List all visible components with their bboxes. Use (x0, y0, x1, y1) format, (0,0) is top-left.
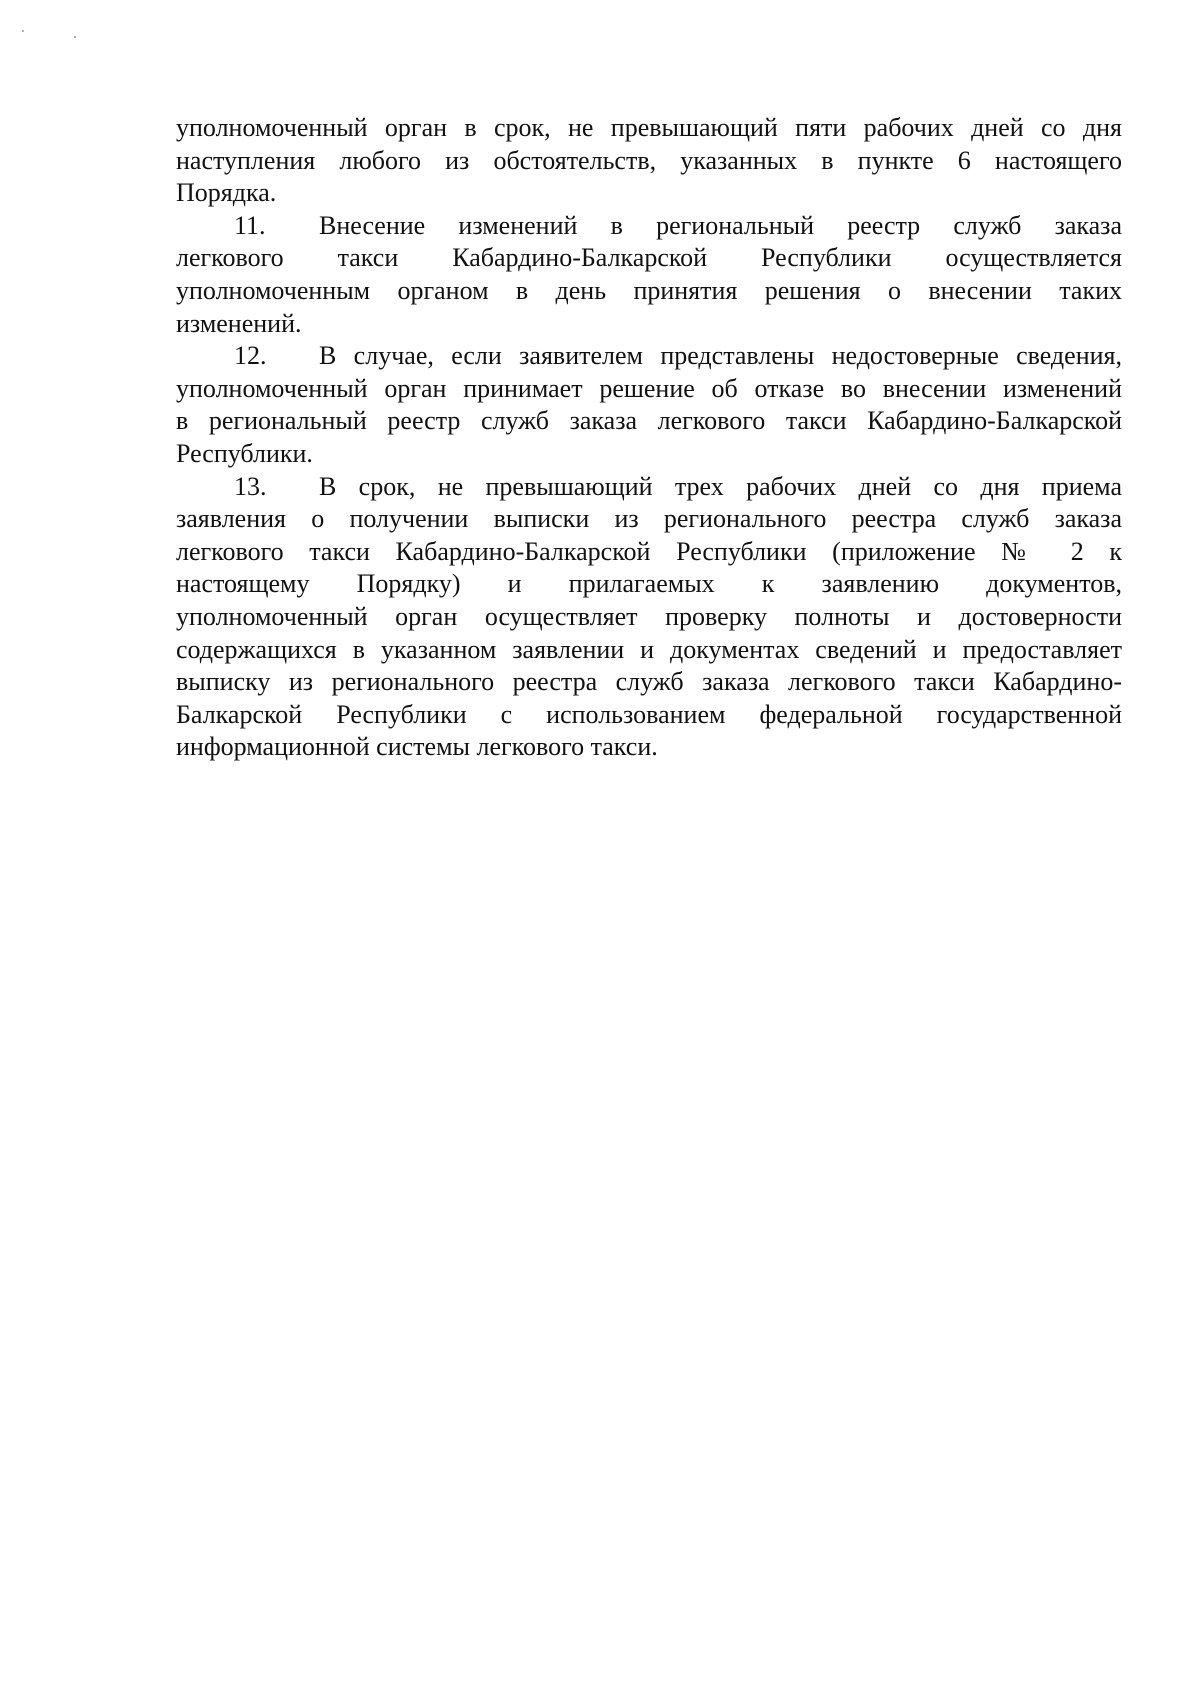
clause-13-first-line (176, 471, 1122, 504)
body-line: информационной системы легкового такси. (176, 732, 658, 762)
body-line: Республики. (176, 438, 313, 468)
body-line: уполномоченный орган принимает решение об отказе во внесении изменений (176, 373, 1122, 403)
body-line: уполномоченный орган осуществляет проверку полноты и достоверности (176, 601, 1122, 631)
body-line: легкового такси Кабардино-Балкарской Республики осуществляется (176, 243, 1122, 273)
clause-number: 12. (234, 341, 267, 371)
clause-number: 13. (234, 471, 267, 501)
body-line: настоящему Порядку) и прилагаемых к заявлению документов, (176, 569, 1122, 599)
body-line: В случае, если заявителем представлены недостоверные сведения, (319, 341, 1122, 371)
clause-11-first-line (176, 210, 1122, 243)
body-line: изменений. (176, 308, 302, 338)
body-line: выписку из регионального реестра служб заказа легкового такси Кабардино- (176, 667, 1122, 697)
body-line: В срок, не превышающий трех рабочих дней со дня приема (319, 471, 1122, 501)
body-line: Внесение изменений в региональный реестр служб заказа (319, 210, 1122, 240)
body-line: заявления о получении выписки из регионального реестра служб заказа (176, 504, 1122, 534)
body-line: Балкарской Республики с использованием федеральной государственной (176, 699, 1122, 729)
body-line: в региональный реестр служб заказа легкового такси Кабардино-Балкарской (176, 406, 1122, 436)
document-body (176, 112, 1122, 764)
body-line: уполномоченным органом в день принятия решения о внесении таких (176, 275, 1122, 305)
scan-speck (74, 36, 76, 38)
body-line: Порядка. (176, 178, 277, 208)
body-line: наступления любого из обстоятельств, указанных в пункте 6 настоящего (176, 145, 1122, 175)
body-line: легкового такси Кабардино-Балкарской Республики (приложение № 2 к (176, 536, 1122, 566)
body-line: содержащихся в указанном заявлении и документах сведений и предоставляет (176, 634, 1122, 664)
clause-number: 11. (234, 210, 266, 240)
clause-12-first-line (176, 340, 1122, 373)
scan-speck (22, 30, 24, 32)
body-line: уполномоченный орган в срок, не превышающий пяти рабочих дней со дня (176, 113, 1122, 142)
